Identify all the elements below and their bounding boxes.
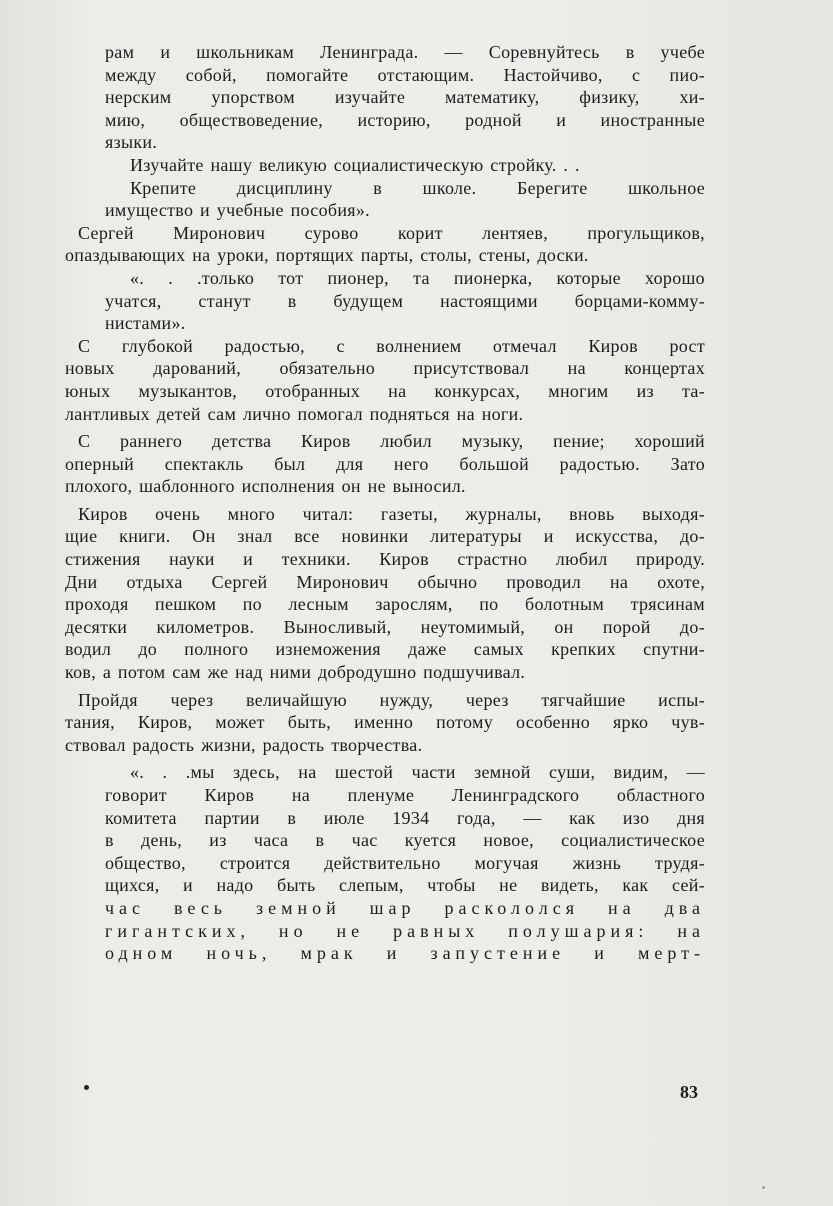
body-paragraph bbox=[65, 335, 705, 425]
emphasized-quote-lines bbox=[65, 897, 705, 965]
text-line: Крепите дисциплину в школе. Берегите школьное bbox=[130, 177, 705, 198]
page-number: 83 bbox=[680, 1082, 698, 1102]
body-paragraph bbox=[65, 689, 705, 757]
text-line: Изучайте нашу великую социалистическую стройку. . . bbox=[130, 154, 580, 175]
quote-paragraph bbox=[65, 177, 705, 222]
quote-continuation-paragraph bbox=[65, 41, 705, 154]
page-body-text bbox=[65, 41, 705, 965]
text-line: час весь земной шар раскололся на два bbox=[105, 897, 705, 918]
text-line: гигантских, но не равных полушария: на bbox=[105, 920, 705, 941]
text-line: комитета партии в июле 1934 года, — как изо дня bbox=[105, 807, 705, 828]
print-mark-dot bbox=[84, 1085, 89, 1090]
text-line: «. . .только тот пионер, та пионерка, которые хорошо bbox=[130, 267, 705, 288]
text-line: проходя пешком по лесным зарослям, по болотным трясинам bbox=[65, 594, 705, 615]
paper-speck bbox=[762, 1186, 765, 1189]
text-line: нерским упорством изучайте математику, физику, хи- bbox=[105, 87, 705, 108]
text-line: ков, а потом сам же над ними добродушно подшучивал. bbox=[65, 662, 526, 683]
text-line: имущество и учебные пособия». bbox=[105, 200, 370, 221]
text-line: учатся, станут в будущем настоящими борцами-комму- bbox=[105, 290, 705, 311]
text-line: новых дарований, обязательно присутствовал на концертах bbox=[65, 358, 705, 379]
text-line: рам и школьникам Ленинграда. — Соревнуйтесь в учебе bbox=[105, 42, 705, 62]
text-line: С глубокой радостью, с волнением отмечал Киров рост bbox=[78, 335, 705, 356]
quote-paragraph bbox=[65, 761, 705, 897]
text-line: тания, Киров, может быть, именно потому особенно ярко чув- bbox=[65, 712, 705, 733]
text-line: говорит Киров на пленуме Ленинградского областного bbox=[105, 785, 705, 805]
body-paragraph bbox=[65, 430, 705, 498]
text-line: Киров очень много читал: газеты, журналы, вновь выходя- bbox=[78, 503, 705, 524]
text-line: оперный спектакль был для него большой радостью. Зато bbox=[65, 453, 705, 474]
text-line: С раннего детства Киров любил музыку, пение; хороший bbox=[78, 431, 705, 452]
text-line: щие книги. Он знал все новинки литературы и искусства, до- bbox=[65, 526, 705, 547]
text-line: нистами». bbox=[105, 313, 186, 334]
quote-paragraph bbox=[65, 267, 705, 335]
quote-paragraph bbox=[65, 154, 705, 177]
text-line: опаздывающих на уроки, портящих парты, столы, стены, доски. bbox=[65, 245, 589, 266]
body-paragraph bbox=[65, 222, 705, 267]
text-line: Пройдя через величайшую нужду, через тягчайшие испы- bbox=[78, 689, 705, 710]
text-line: одном ночь, мрак и запустение и мерт- bbox=[105, 943, 705, 964]
text-line: Сергей Миронович сурово корит лентяев, прогульщиков, bbox=[78, 222, 705, 243]
text-line: щихся, и надо быть слепым, чтобы не видеть, как сей- bbox=[105, 875, 705, 896]
text-line: мию, обществоведение, историю, родной и иностранные bbox=[105, 109, 705, 130]
text-line: плохого, шаблонного исполнения он не выносил. bbox=[65, 476, 466, 497]
text-line: ствовал радость жизни, радость творчества. bbox=[65, 734, 423, 755]
text-line: лантливых детей сам лично помогал подняться на ноги. bbox=[65, 403, 524, 424]
body-paragraph bbox=[65, 503, 705, 684]
text-line: десятки километров. Выносливый, неутомимый, он порой до- bbox=[65, 616, 705, 637]
text-line: Дни отдыха Сергей Миронович обычно проводил на охоте, bbox=[65, 571, 705, 592]
text-line: юных музыкантов, отобранных на конкурсах, многим из та- bbox=[65, 380, 705, 401]
text-line: языки. bbox=[105, 132, 158, 153]
text-line: общество, строится действительно могучая жизнь трудя- bbox=[105, 852, 705, 873]
text-line: водил до полного изнеможения даже самых крепких спутни- bbox=[65, 639, 705, 660]
text-line: стижения науки и техники. Киров страстно любил природу. bbox=[65, 549, 705, 570]
text-line: «. . .мы здесь, на шестой части земной суши, видим, — bbox=[130, 762, 705, 783]
text-line: в день, из часа в час куется новое, социалистическое bbox=[105, 830, 705, 851]
text-line: между собой, помогайте отстающим. Настойчиво, с пио- bbox=[105, 64, 705, 85]
